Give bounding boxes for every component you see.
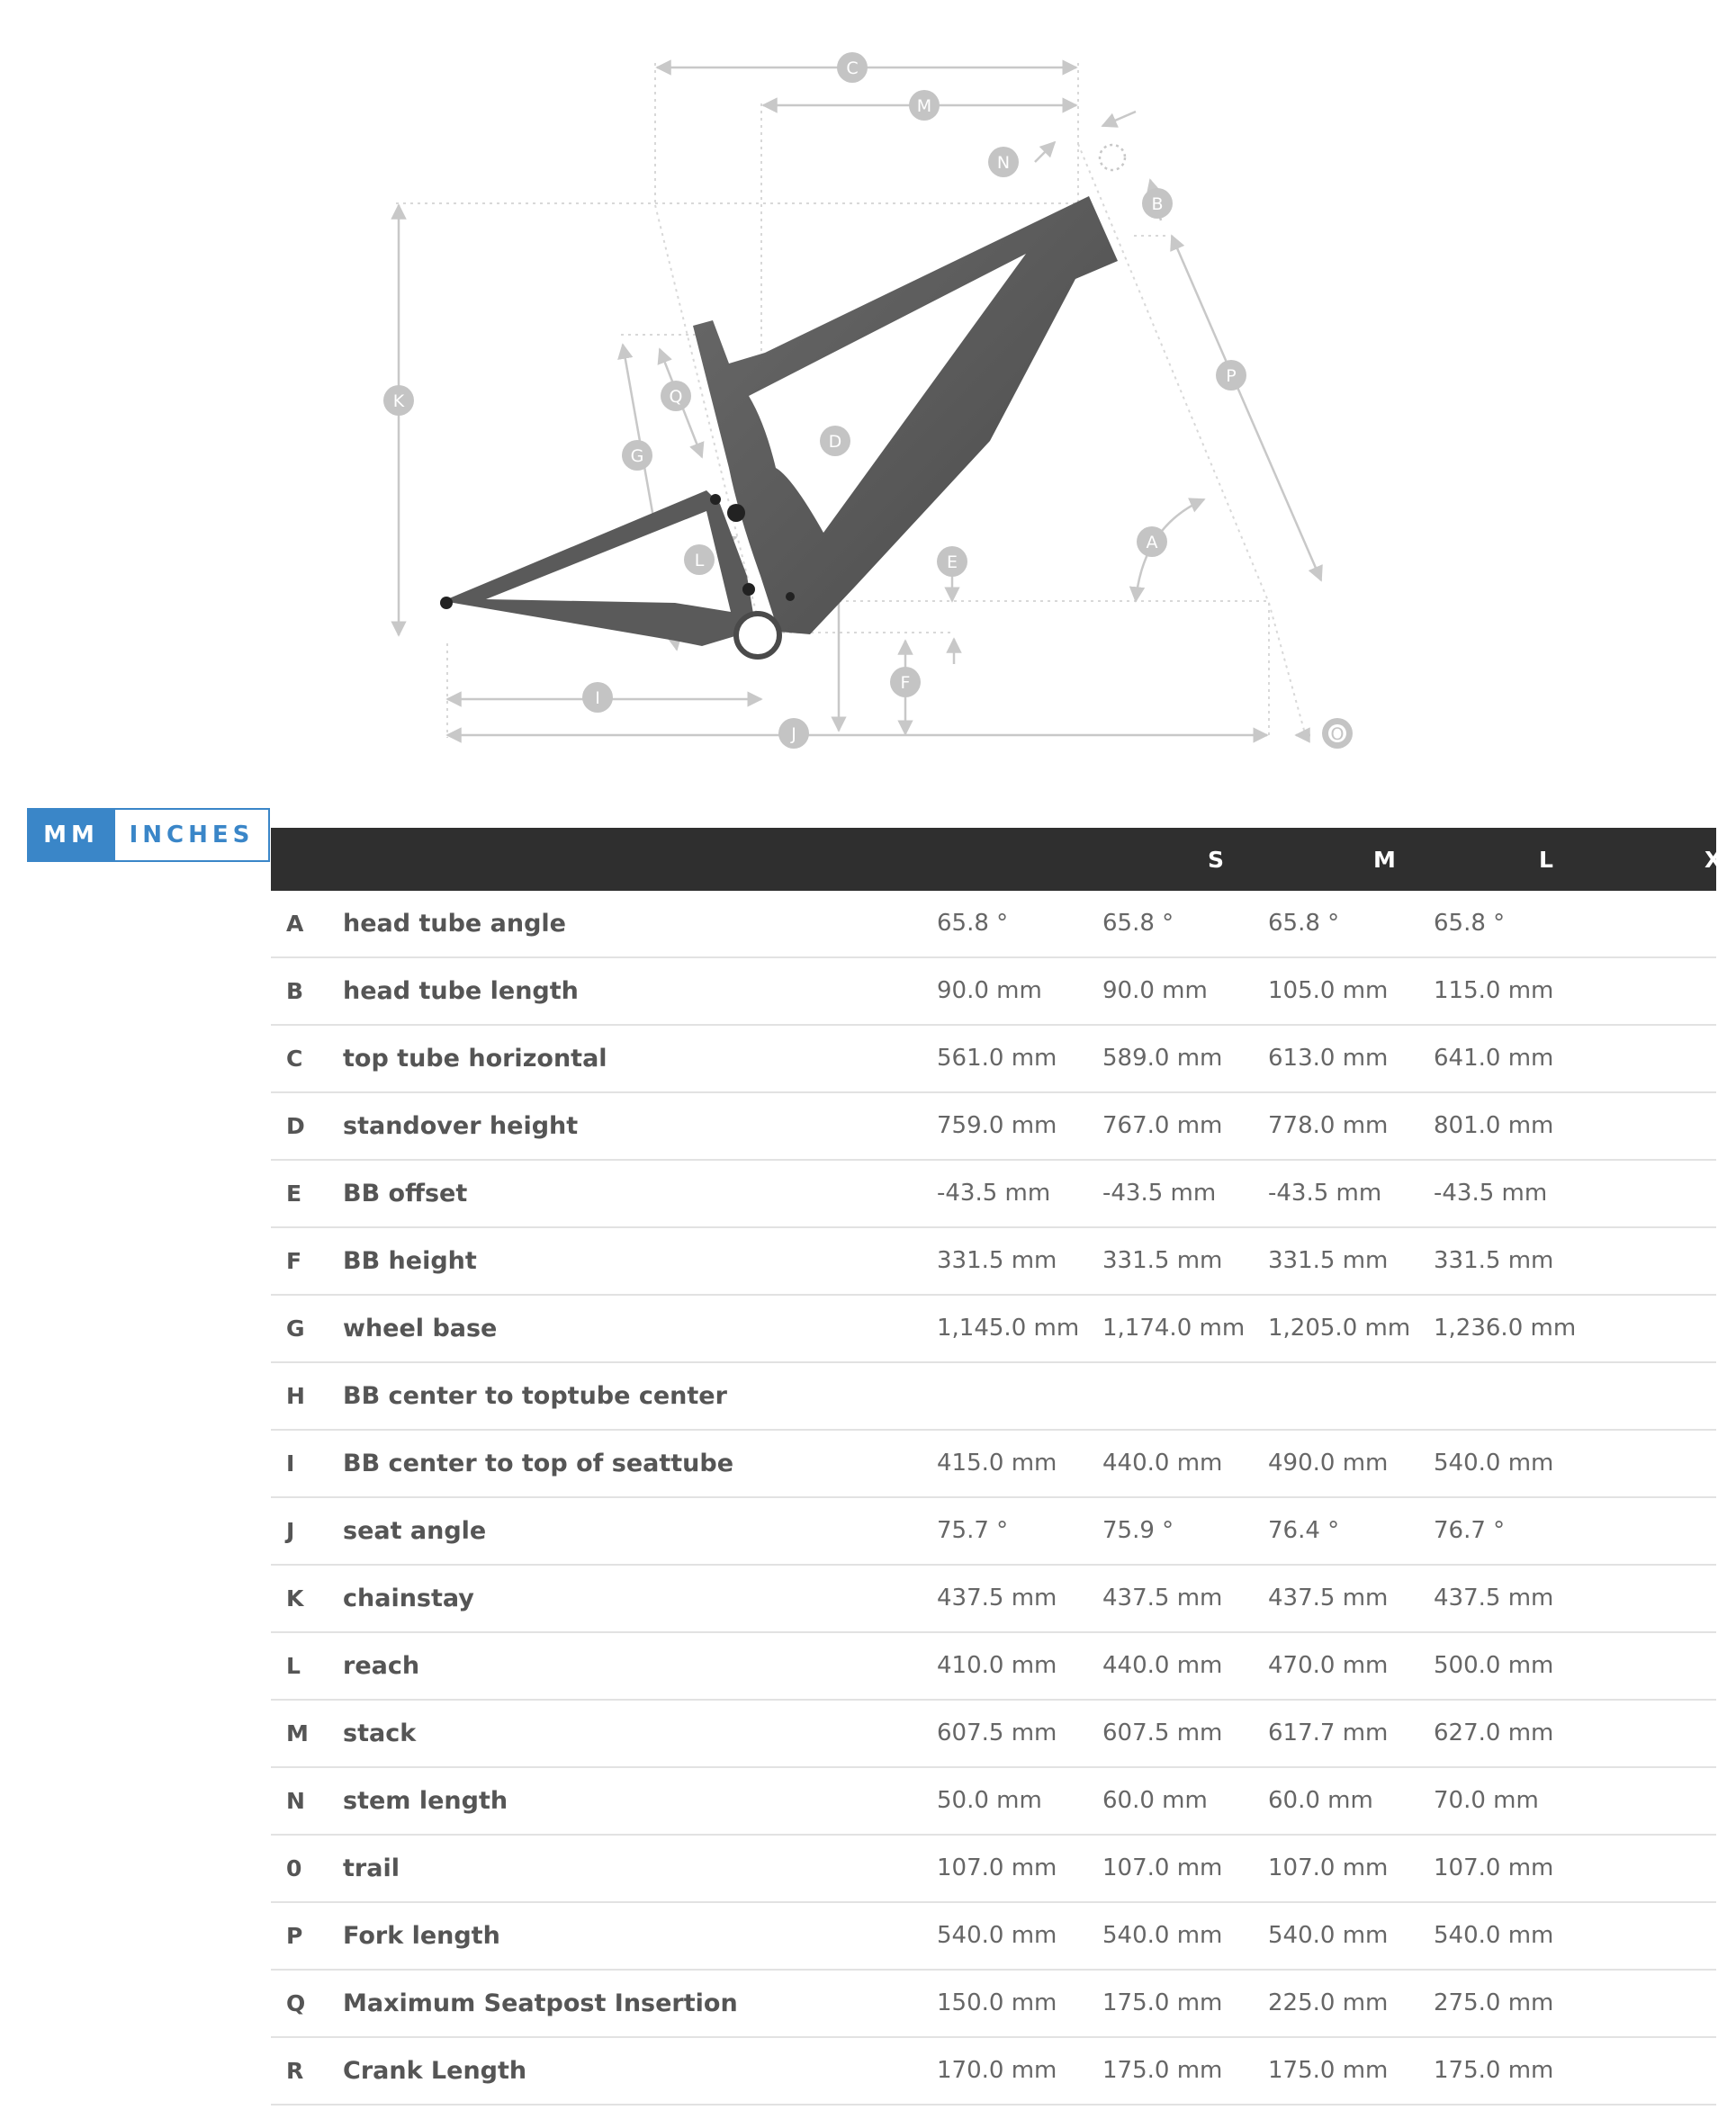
value-size-l: 470.0 mm (1268, 1652, 1389, 1679)
geometry-table (271, 828, 1736, 2106)
value-size-m: 589.0 mm (1102, 1045, 1223, 1072)
row-letter: J (286, 1518, 295, 1544)
table-row (271, 1701, 1716, 1768)
value-size-xl: 76.7 ° (1434, 1517, 1506, 1544)
table-row (271, 1026, 1716, 1093)
svg-text:L: L (694, 551, 705, 570)
table-body (271, 891, 1716, 2106)
svg-text:N: N (996, 153, 1011, 173)
row-label: wheel base (343, 1315, 498, 1342)
value-size-m: 440.0 mm (1102, 1450, 1223, 1477)
row-letter: E (286, 1181, 302, 1207)
row-letter: K (286, 1585, 304, 1612)
unit-toggle (27, 808, 270, 862)
row-label: reach (343, 1652, 420, 1680)
value-size-l: 778.0 mm (1268, 1112, 1389, 1139)
value-size-s: 540.0 mm (937, 1922, 1057, 1949)
row-label: stem length (343, 1787, 508, 1815)
marker-k (582, 682, 613, 713)
value-size-l: 105.0 mm (1268, 977, 1389, 1004)
row-label: Maximum Seatpost Insertion (343, 1989, 738, 2017)
row-label: BB center to top of seattube (343, 1450, 734, 1477)
table-row (271, 2038, 1716, 2106)
row-letter: 0 (286, 1855, 302, 1881)
value-size-xl: 115.0 mm (1434, 977, 1554, 1004)
svg-text:K: K (392, 391, 405, 411)
table-header (271, 828, 1736, 891)
table-row (271, 1633, 1716, 1701)
row-label: stack (343, 1719, 417, 1747)
value-size-l: 76.4 ° (1268, 1517, 1340, 1544)
marker-a (1137, 526, 1167, 557)
value-size-xl: 1,236.0 mm (1434, 1315, 1577, 1342)
row-letter: G (286, 1315, 305, 1342)
value-size-s: 75.7 ° (937, 1517, 1009, 1544)
row-label: BB offset (343, 1180, 468, 1208)
row-letter: R (286, 2058, 304, 2084)
value-size-m: 331.5 mm (1102, 1247, 1223, 1274)
value-size-m: 767.0 mm (1102, 1112, 1223, 1139)
marker-p (1216, 360, 1246, 391)
table-row (271, 1228, 1716, 1296)
value-size-m: 440.0 mm (1102, 1652, 1223, 1679)
row-label: head tube length (343, 977, 579, 1005)
value-size-l: 107.0 mm (1268, 1854, 1389, 1881)
svg-text:C: C (846, 58, 859, 78)
row-label: standover height (343, 1112, 579, 1140)
value-size-xl: 107.0 mm (1434, 1854, 1554, 1881)
marker-c (837, 52, 868, 83)
value-size-m: 1,174.0 mm (1102, 1315, 1246, 1342)
svg-text:Q: Q (669, 387, 683, 407)
bike-frame (440, 196, 1118, 657)
row-letter: B (286, 978, 304, 1004)
value-size-l: 490.0 mm (1268, 1450, 1389, 1477)
table-row (271, 1363, 1716, 1431)
row-label: BB center to toptube center (343, 1382, 727, 1410)
marker-d (820, 426, 850, 456)
value-size-s: 437.5 mm (937, 1585, 1057, 1612)
value-size-s: 415.0 mm (937, 1450, 1057, 1477)
row-letter: M (286, 1720, 309, 1746)
table-row (271, 1296, 1716, 1363)
value-size-s: 1,145.0 mm (937, 1315, 1080, 1342)
value-size-s: 607.5 mm (937, 1719, 1057, 1746)
value-size-s: 561.0 mm (937, 1045, 1057, 1072)
row-letter: H (286, 1383, 305, 1409)
row-letter: A (286, 911, 304, 937)
row-label: Fork length (343, 1922, 500, 1950)
value-size-xl: 540.0 mm (1434, 1450, 1554, 1477)
value-size-s: 410.0 mm (937, 1652, 1057, 1679)
row-letter: Q (286, 1990, 306, 2016)
value-size-s: 50.0 mm (937, 1787, 1042, 1814)
table-row (271, 1161, 1716, 1228)
value-size-xl: 65.8 ° (1434, 910, 1506, 937)
row-letter: P (286, 1923, 303, 1949)
marker-g (778, 718, 809, 749)
value-size-m: 540.0 mm (1102, 1922, 1223, 1949)
marker-f (890, 667, 921, 697)
row-label: top tube horizontal (343, 1045, 607, 1073)
value-size-l: 225.0 mm (1268, 1989, 1389, 2016)
value-size-l: -43.5 mm (1268, 1180, 1382, 1207)
value-size-m: 437.5 mm (1102, 1585, 1223, 1612)
value-size-s: 65.8 ° (937, 910, 1009, 937)
value-size-s: 759.0 mm (937, 1112, 1057, 1139)
row-letter: D (286, 1113, 305, 1139)
row-label: Crank Length (343, 2057, 527, 2085)
value-size-s: 170.0 mm (937, 2057, 1057, 2084)
value-size-s: 90.0 mm (937, 977, 1042, 1004)
table-row (271, 958, 1716, 1026)
row-letter: N (286, 1788, 305, 1814)
header-size-s: S (1208, 846, 1225, 873)
value-size-xl: 641.0 mm (1434, 1045, 1554, 1072)
svg-text:I: I (595, 688, 600, 708)
row-label: head tube angle (343, 910, 566, 938)
value-size-s: 150.0 mm (937, 1989, 1057, 2016)
row-label: BB height (343, 1247, 477, 1275)
table-row (271, 1566, 1716, 1633)
value-size-xl: 70.0 mm (1434, 1787, 1539, 1814)
value-size-l: 540.0 mm (1268, 1922, 1389, 1949)
value-size-l: 1,205.0 mm (1268, 1315, 1411, 1342)
frame-geometry-diagram (0, 0, 1728, 774)
row-letter: L (286, 1653, 301, 1679)
marker-l (909, 90, 940, 121)
marker-e (937, 546, 967, 577)
row-label: trail (343, 1854, 400, 1882)
table-row (271, 1971, 1716, 2038)
value-size-m: 60.0 mm (1102, 1787, 1208, 1814)
svg-text:J: J (791, 724, 796, 744)
value-size-xl: 437.5 mm (1434, 1585, 1554, 1612)
value-size-xl: 275.0 mm (1434, 1989, 1554, 2016)
table-row (271, 1498, 1716, 1566)
svg-text:P: P (1226, 366, 1237, 386)
svg-text:G: G (630, 446, 644, 466)
svg-text:E: E (946, 552, 958, 572)
value-size-l: 331.5 mm (1268, 1247, 1389, 1274)
header-size-l: L (1539, 846, 1553, 873)
row-letter: C (286, 1046, 303, 1072)
value-size-m: 90.0 mm (1102, 977, 1208, 1004)
svg-text:O: O (1330, 724, 1345, 744)
marker-n (988, 147, 1019, 177)
value-size-m: 75.9 ° (1102, 1517, 1174, 1544)
svg-text:F: F (900, 673, 911, 693)
row-letter: F (286, 1248, 302, 1274)
inches-unit-button[interactable]: INCHES (115, 808, 270, 862)
row-label: chainstay (343, 1585, 474, 1612)
value-size-l: 617.7 mm (1268, 1719, 1389, 1746)
mm-unit-button[interactable]: MM (27, 808, 115, 862)
row-label: seat angle (343, 1517, 487, 1545)
svg-text:A: A (1146, 533, 1158, 552)
marker-b (1142, 188, 1173, 219)
value-size-m: 107.0 mm (1102, 1854, 1223, 1881)
table-row (271, 1836, 1716, 1903)
header-size-xl: XL (1705, 846, 1736, 873)
svg-text:D: D (828, 432, 842, 452)
table-row (271, 1093, 1716, 1161)
value-size-m: 607.5 mm (1102, 1719, 1223, 1746)
table-row (271, 1768, 1716, 1836)
marker-q (661, 381, 691, 411)
value-size-xl: -43.5 mm (1434, 1180, 1548, 1207)
svg-text:M: M (916, 96, 932, 116)
header-size-m: M (1373, 846, 1396, 873)
value-size-xl: 331.5 mm (1434, 1247, 1554, 1274)
value-size-m: -43.5 mm (1102, 1180, 1217, 1207)
value-size-xl: 627.0 mm (1434, 1719, 1554, 1746)
value-size-l: 60.0 mm (1268, 1787, 1373, 1814)
value-size-xl: 540.0 mm (1434, 1922, 1554, 1949)
marker-o (1322, 718, 1353, 749)
value-size-l: 175.0 mm (1268, 2057, 1389, 2084)
table-row (271, 1431, 1716, 1498)
value-size-m: 65.8 ° (1102, 910, 1174, 937)
table-row (271, 1903, 1716, 1971)
value-size-m: 175.0 mm (1102, 1989, 1223, 2016)
svg-text:B: B (1151, 194, 1164, 214)
marker-j (684, 544, 715, 575)
table-row (271, 891, 1716, 958)
value-size-l: 613.0 mm (1268, 1045, 1389, 1072)
value-size-l: 437.5 mm (1268, 1585, 1389, 1612)
row-letter: I (286, 1450, 295, 1477)
value-size-xl: 175.0 mm (1434, 2057, 1554, 2084)
value-size-s: -43.5 mm (937, 1180, 1051, 1207)
value-size-s: 107.0 mm (937, 1854, 1057, 1881)
value-size-s: 331.5 mm (937, 1247, 1057, 1274)
value-size-m: 175.0 mm (1102, 2057, 1223, 2084)
value-size-l: 65.8 ° (1268, 910, 1340, 937)
value-size-xl: 500.0 mm (1434, 1652, 1554, 1679)
marker-m (383, 385, 414, 416)
value-size-xl: 801.0 mm (1434, 1112, 1554, 1139)
marker-i (622, 440, 652, 471)
